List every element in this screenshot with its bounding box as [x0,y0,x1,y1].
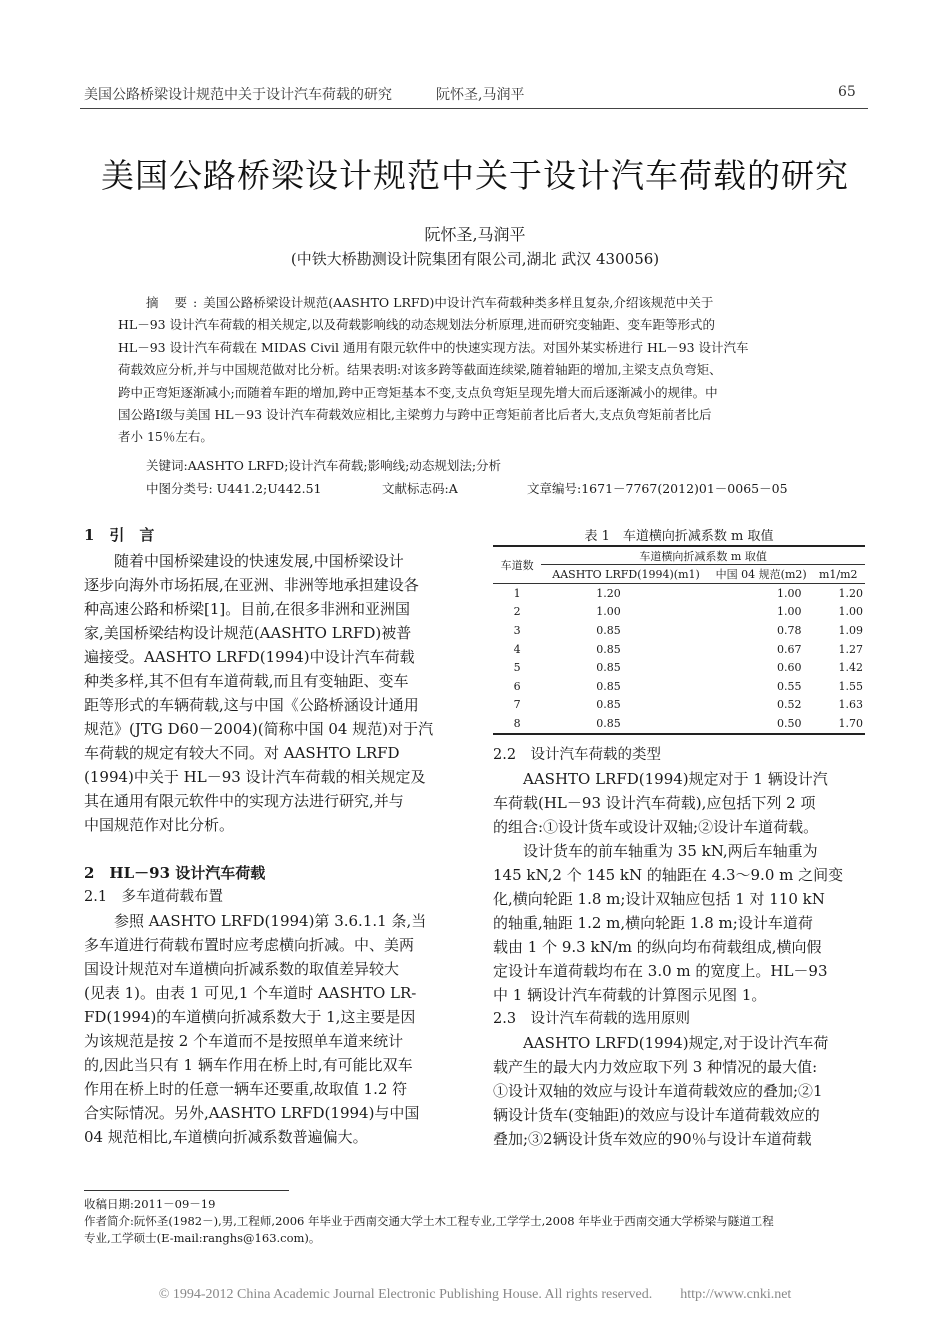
running-authors: 阮怀圣,马润平 [436,87,525,103]
paper-authors: 阮怀圣,马润平 [424,225,526,244]
abstract-label: 摘 要: [146,295,204,310]
section-1-paragraph: 随着中国桥梁建设的快速发展,中国桥梁设计 逐步向海外市场拓展,在亚洲、非洲等地承担建设各 种高速公路和桥梁[1]。目前,在很多非洲和亚洲国 家,美国桥梁结构设计规范(AASHTO LRFD)被普 遍接受。AASHTO LRFD(1994)中设计汽车荷载 种类多样,其不但有车道荷载,而且有变轴距、变车 距等形式的车辆荷载,这与中国《公路桥涵设计通用 规范》(JTG D60－2004)(简称中国 04 规范)对于汽 车荷载的规定有较大不同。对 AASHTO LRFD (1994)中关于 HL－93 设计汽车荷载的相关规定及 其在通用有限元软件中的实现方法进行研究,并与 中国规范作对比分析。 [84,552,434,834]
paper-title: 美国公路桥梁设计规范中关于设计汽车荷载的研究 [101,156,849,195]
keywords: 关键词:AASHTO LRFD;设计汽车荷载;影响线;动态规划法;分析 [146,458,502,473]
abstract-line: 摘 要:美国公路桥梁设计规范(AASHTO LRFD)中设计汽车荷载种类多样且复杂,介绍该规范中关于 [146,295,714,310]
table-row: 8 0.85 0.50 1.70 [493,714,865,734]
table-row: 5 0.85 0.60 1.42 [513,661,863,675]
received-date: 收稿日期:2011－09－19 [84,1197,216,1211]
article-number: 文章编号:1671－7767(2012)01－0065－05 [527,481,788,496]
author-bio: 作者简介:阮怀圣(1982－),男,工程师,2006 年毕业于西南交通大学土木工程专业,工学学士,2008 年毕业于西南交通大学桥梁与隧道工程 [84,1214,774,1228]
section-2-2-heading: 2.2 设计汽车荷载的类型 [493,747,662,763]
table-row: 6 0.85 0.55 1.55 [513,679,863,693]
abstract-line: 荷载效应分析,并与中国规范做对比分析。结果表明:对该多跨等截面连续梁,随着轴距的增加,主梁支点负弯矩、 [118,362,722,378]
table-row: 2 1.00 1.00 1.00 [513,605,863,619]
section-1-heading: 1 引 言 [84,526,155,544]
section-2-2-paragraph-1: AASHTO LRFD(1994)规定对于 1 辆设计汽 车荷载(HL－93 设计汽车荷载),应包括下列 2 项 的组合:①设计货车或设计双轴;②设计车道荷载。 [493,770,828,836]
page-number: 65 [838,84,856,100]
section-2-1-paragraph: 参照 AASHTO LRFD(1994)第 3.6.1.1 条,当 多车道进行荷载布置时应考虑横向折减。中、美两 国设计规范对车道横向折减系数的取值差异较大 (见表 1)。由表 1 可见,1 个车道时 AASHTO LR- FD(1994)的车道横向折减系数大于 1,这主要是因 为该规范是按 2 个车道而不是按照单车道来统计 的,因此当只有 1 辆车作用在桥上时,有可能比双车 作用在桥上时的任意一辆车还要重,故取值 1.2 符 合实际情况。另外,AASHTO LRFD(1994)与中国 04 规范相比,车道横向折减系数普遍偏大。 [84,912,427,1146]
header-rule [80,108,868,109]
col-header-group: 车道横向折减系数 m 取值 [541,547,865,565]
abstract-line: HL－93 设计汽车荷载的相关规定,以及荷载影响线的动态规划法分析原理,进而研究变轴距、变车距等形式的 [118,317,716,333]
clc-number: 中图分类号: U441.2;U442.51 [146,481,322,496]
document-code: 文献标志码:A [382,481,458,496]
table-1-caption: 表 1 车道横向折减系数 m 取值 [584,529,774,544]
copyright-notice: © 1994-2012 China Academic Journal Electronic Publishing House. All rights reserved. http://www.cnki.net [158,1287,792,1302]
section-2-1-heading: 2.1 多车道荷载布置 [84,889,224,905]
abstract-line: HL－93 设计汽车荷载在 MIDAS Civil 通用有限元软件中的快速实现方法。对国外某实桥进行 HL－93 设计汽车 [118,339,749,355]
table-row: 4 0.85 0.67 1.27 [513,642,863,656]
author-bio-cont: 专业,工学硕士(E-mail:ranghs@163.com)。 [84,1231,321,1245]
section-2-2-paragraph-2: 设计货车的前车轴重为 35 kN,两后车轴重为 145 kN,2 个 145 kN 的轴距在 4.3～9.0 m 之间变 化,横向轮距 1.8 m;设计双轴应包括 1 对 110 kN 的轴重,轴距 1.2 m,横向轮距 1.8 m;设计车道荷 载由 1 个 9.3 kN/m 的纵向均布荷载组成,横向假 定设计车道荷载均布在 3.0 m 的宽度上。HL－93 中 1 辆设计汽车荷载的计算图示见图 1。 [493,842,844,1004]
abstract-line: 跨中正弯矩逐渐减小;而随着车距的增加,跨中正弯矩基本不变,支点负弯矩呈现先增大而后逐渐减小的规律。中 [118,384,718,400]
footnote [84,1196,884,1247]
section-2-3-paragraph: AASHTO LRFD(1994)规定,对于设计汽车荷 载产生的最大内力效应取下列 3 种情况的最大值: ①设计双轴的效应与设计车道荷载效应的叠加;②1 辆设计货车(变轴距)的效应与设计车道荷载效应的 叠加;③2辆设计货车效应的90％与设计车道荷载 [493,1034,829,1148]
col-header-ratio: m1/m2 [812,565,865,584]
table-1 [493,547,865,735]
abstract-line: 国公路Ⅰ级与美国 HL－93 设计汽车荷载效应相比,主梁剪力与跨中正弯矩前者比后者大,支点负弯矩前者比后 [118,407,712,423]
section-2-heading: 2 HL－93 设计汽车荷载 [84,864,266,882]
left-column [84,523,459,1149]
col-header-lanes: 车道数 [493,547,541,584]
running-title: 美国公路桥梁设计规范中关于设计汽车荷载的研究 [84,87,392,103]
col-header-us: AASHTO LRFD(1994)(m1) [541,565,711,584]
abstract [118,292,834,449]
section-2-3-heading: 2.3 设计汽车荷载的选用原则 [493,1011,691,1027]
table-row: 3 0.85 0.78 1.09 [513,623,863,637]
affiliation: (中铁大桥勘测设计院集团有限公司,湖北 武汉 430056) [290,250,660,268]
table-row: 1 1.20 1.00 1.20 [513,586,863,600]
col-header-cn: 中国 04 规范(m2) [711,565,812,584]
footnote-rule [84,1190,289,1191]
right-column [493,743,868,1151]
table-row: 7 0.85 0.52 1.63 [513,698,863,712]
abstract-line: 者小 15％左右。 [118,429,213,445]
